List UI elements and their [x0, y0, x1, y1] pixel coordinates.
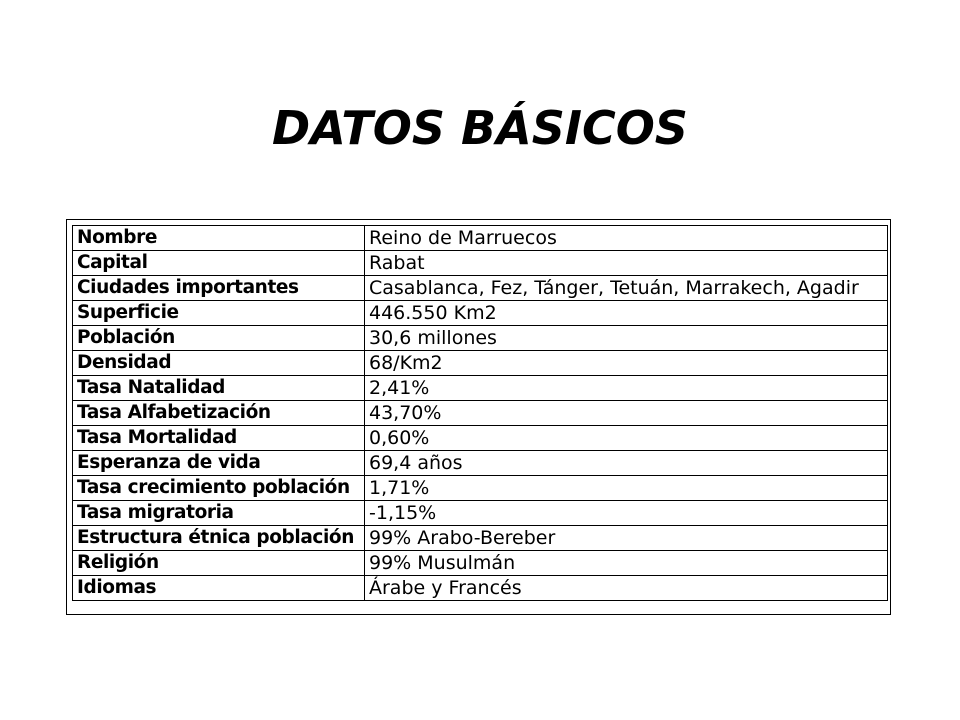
table-row	[73, 526, 888, 551]
table-row	[73, 326, 888, 351]
row-label: Tasa Alfabetización	[73, 401, 365, 426]
table-row	[73, 576, 888, 601]
row-label: Tasa crecimiento población	[73, 476, 365, 501]
row-label: Tasa migratoria	[73, 501, 365, 526]
table-row	[73, 301, 888, 326]
table-row	[73, 251, 888, 276]
row-value: 99% Musulmán	[365, 551, 888, 576]
table-row	[73, 426, 888, 451]
row-value: 30,6 millones	[365, 326, 888, 351]
table-row	[73, 476, 888, 501]
row-value: 43,70%	[365, 401, 888, 426]
row-value: Árabe y Francés	[365, 576, 888, 601]
table-row	[73, 226, 888, 251]
table-row	[73, 551, 888, 576]
row-label: Idiomas	[73, 576, 365, 601]
row-value: Reino de Marruecos	[365, 226, 888, 251]
row-label: Ciudades importantes	[73, 276, 365, 301]
basic-data-table	[72, 225, 888, 601]
row-label: Superficie	[73, 301, 365, 326]
row-label: Densidad	[73, 351, 365, 376]
row-label: Religión	[73, 551, 365, 576]
table-row	[73, 376, 888, 401]
table-row	[73, 351, 888, 376]
row-label: Tasa Natalidad	[73, 376, 365, 401]
row-value: Casablanca, Fez, Tánger, Tetuán, Marrakech, Agadir	[365, 276, 888, 301]
row-label: Esperanza de vida	[73, 451, 365, 476]
row-label: Tasa Mortalidad	[73, 426, 365, 451]
row-value: 69,4 años	[365, 451, 888, 476]
row-value: 1,71%	[365, 476, 888, 501]
table-row	[73, 276, 888, 301]
row-label: Población	[73, 326, 365, 351]
row-value: 446.550 Km2	[365, 301, 888, 326]
row-value: Rabat	[365, 251, 888, 276]
row-value: 2,41%	[365, 376, 888, 401]
table-row	[73, 451, 888, 476]
row-label: Nombre	[73, 226, 365, 251]
table-row	[73, 501, 888, 526]
row-value: 68/Km2	[365, 351, 888, 376]
table-row	[73, 401, 888, 426]
row-label: Estructura étnica población	[73, 526, 365, 551]
row-label: Capital	[73, 251, 365, 276]
row-value: 99% Arabo-Bereber	[365, 526, 888, 551]
page-title: DATOS BÁSICOS	[272, 101, 688, 155]
row-value: 0,60%	[365, 426, 888, 451]
row-value: -1,15%	[365, 501, 888, 526]
